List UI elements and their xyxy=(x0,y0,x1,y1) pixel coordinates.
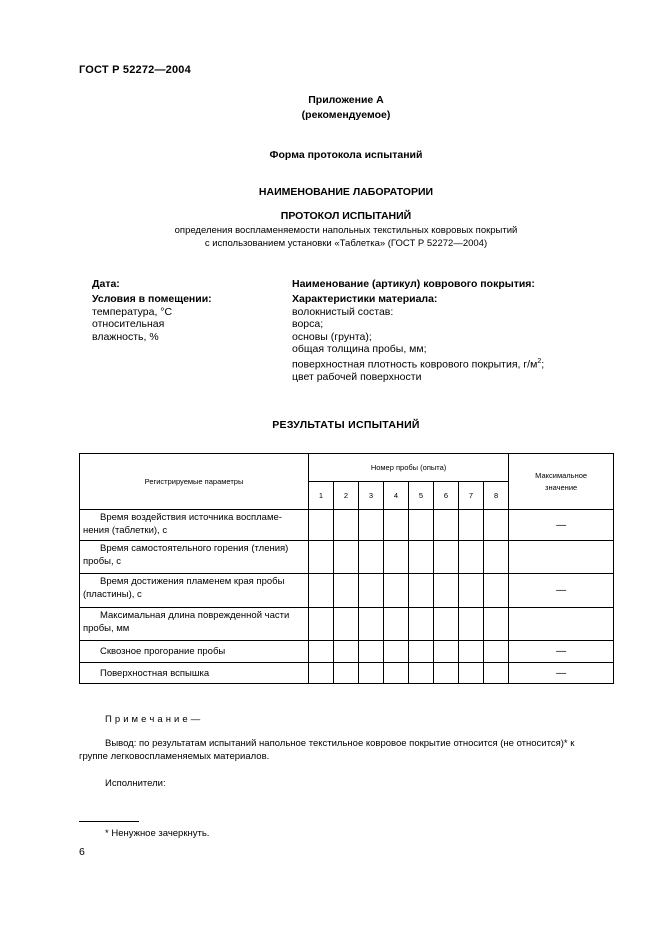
max-value-cell: — xyxy=(509,641,614,663)
col-header-sample: Номер пробы (опыта) xyxy=(309,454,509,482)
sample-number: 5 xyxy=(409,482,434,510)
conditions-label: Условия в помещении: xyxy=(92,293,212,305)
carpet-name-label: Наименование (артикул) коврового покрытия: xyxy=(292,278,535,290)
param-cell xyxy=(80,541,309,574)
value-cell[interactable] xyxy=(409,641,434,663)
conditions-block xyxy=(92,293,292,343)
col-header-max-line-2: значение xyxy=(545,482,578,492)
protocol-title: ПРОТОКОЛ ИСПЫТАНИЙ xyxy=(280,210,412,222)
sample-number: 1 xyxy=(309,482,334,510)
value-cell[interactable] xyxy=(334,608,359,641)
sample-number: 6 xyxy=(434,482,459,510)
max-value-cell[interactable] xyxy=(509,608,614,641)
appendix-type: (рекомендуемое) xyxy=(301,109,391,121)
value-cell[interactable] xyxy=(484,663,509,684)
appendix-title: Приложение А xyxy=(308,94,384,106)
param-line-1: Время достижения пламенем края пробы xyxy=(100,576,285,587)
value-cell[interactable] xyxy=(434,541,459,574)
param-line-2: пробы, с xyxy=(83,555,122,567)
value-cell[interactable] xyxy=(434,574,459,608)
max-value-cell: — xyxy=(509,574,614,608)
param-cell xyxy=(80,510,309,541)
char-density-text: поверхностная плотность коврового покрытия, г/м xyxy=(292,358,538,370)
conclusion-line-2: группе легковоспламеняемых материалов. xyxy=(79,751,270,762)
value-cell[interactable] xyxy=(359,510,384,541)
value-cell[interactable] xyxy=(309,663,334,684)
param-line-2: нения (таблетки), с xyxy=(83,524,168,536)
char-thickness: общая толщина пробы, мм; xyxy=(292,343,427,355)
table-row xyxy=(80,541,614,574)
value-cell[interactable] xyxy=(484,510,509,541)
value-cell[interactable] xyxy=(484,608,509,641)
protocol-line-1: определения воспламеняемости напольных текстильных ковровых покрытий xyxy=(174,225,518,236)
value-cell[interactable] xyxy=(484,641,509,663)
value-cell[interactable] xyxy=(409,541,434,574)
param-cell: Поверхностная вспышка xyxy=(80,663,309,684)
table-row xyxy=(80,641,614,663)
condition-humidity: влажность, % xyxy=(92,330,159,343)
lab-name: НАИМЕНОВАНИЕ ЛАБОРАТОРИИ xyxy=(258,186,434,198)
char-density-sup: 2 xyxy=(537,357,542,365)
value-cell[interactable] xyxy=(484,541,509,574)
sample-number: 3 xyxy=(359,482,384,510)
sample-number: 7 xyxy=(459,482,484,510)
value-cell[interactable] xyxy=(309,608,334,641)
param-line-2: пробы, мм xyxy=(83,622,130,634)
char-color: цвет рабочей поверхности xyxy=(292,370,422,383)
max-value-cell: — xyxy=(509,663,614,684)
value-cell[interactable] xyxy=(359,663,384,684)
value-cell[interactable] xyxy=(384,574,409,608)
value-cell[interactable] xyxy=(334,641,359,663)
table-row xyxy=(80,663,614,684)
value-cell[interactable] xyxy=(409,510,434,541)
sample-number: 2 xyxy=(334,482,359,510)
sample-number: 4 xyxy=(384,482,409,510)
value-cell[interactable] xyxy=(309,541,334,574)
value-cell[interactable] xyxy=(334,574,359,608)
value-cell[interactable] xyxy=(459,608,484,641)
value-cell[interactable] xyxy=(459,641,484,663)
value-cell[interactable] xyxy=(384,608,409,641)
value-cell[interactable] xyxy=(309,641,334,663)
col-header-max-line-1: Максимальное xyxy=(535,470,588,480)
value-cell[interactable] xyxy=(359,608,384,641)
param-cell xyxy=(80,608,309,641)
col-header-max xyxy=(509,454,614,510)
value-cell[interactable] xyxy=(409,574,434,608)
value-cell[interactable] xyxy=(434,641,459,663)
table-row xyxy=(80,574,614,608)
value-cell[interactable] xyxy=(459,541,484,574)
col-header-params: Регистрируемые параметры xyxy=(80,454,309,510)
protocol-line-2: с использованием установки «Таблетка» (ГОСТ Р 52272—2004) xyxy=(204,238,488,249)
value-cell[interactable] xyxy=(484,574,509,608)
param-line-2: (пластины), с xyxy=(83,588,142,600)
char-density-tail: ; xyxy=(541,358,545,370)
page-number: 6 xyxy=(79,846,85,858)
value-cell[interactable] xyxy=(459,663,484,684)
param-cell: Сквозное прогорание пробы xyxy=(80,641,309,663)
footnote: * Ненужное зачеркнуть. xyxy=(105,828,210,839)
condition-relative: относительная xyxy=(92,318,165,330)
date-label: Дата: xyxy=(92,278,120,290)
value-cell[interactable] xyxy=(409,608,434,641)
standard-number: ГОСТ Р 52272—2004 xyxy=(79,64,191,76)
results-table xyxy=(79,453,614,684)
value-cell[interactable] xyxy=(309,574,334,608)
chars-label: Характеристики материала: xyxy=(292,293,438,305)
char-base: основы (грунта); xyxy=(292,330,372,343)
value-cell[interactable] xyxy=(359,574,384,608)
value-cell[interactable] xyxy=(434,608,459,641)
value-cell[interactable] xyxy=(459,574,484,608)
value-cell[interactable] xyxy=(459,510,484,541)
note: П р и м е ч а н и е — xyxy=(105,714,201,725)
char-pile: ворса; xyxy=(292,318,324,330)
value-cell[interactable] xyxy=(384,541,409,574)
value-cell[interactable] xyxy=(409,663,434,684)
value-cell[interactable] xyxy=(434,663,459,684)
max-value-cell[interactable] xyxy=(509,541,614,574)
char-density xyxy=(292,356,612,371)
table-row xyxy=(80,608,614,641)
param-line-1: Время воздействия источника воспламе- xyxy=(100,512,282,523)
value-cell[interactable] xyxy=(334,510,359,541)
header-row xyxy=(80,454,614,482)
table-row xyxy=(80,510,614,541)
footnote-rule xyxy=(79,821,139,822)
value-cell[interactable] xyxy=(334,663,359,684)
value-cell[interactable] xyxy=(309,510,334,541)
char-fiber: волокнистый состав: xyxy=(292,305,394,318)
value-cell[interactable] xyxy=(359,541,384,574)
condition-temperature: температура, °С xyxy=(92,305,173,318)
value-cell[interactable] xyxy=(384,641,409,663)
value-cell[interactable] xyxy=(384,510,409,541)
max-value-cell: — xyxy=(509,510,614,541)
form-title: Форма протокола испытаний xyxy=(269,149,423,161)
conclusion-line-1: Вывод: по результатам испытаний напольное текстильное ковровое покрытие относится (не относится)* к xyxy=(105,738,575,749)
value-cell[interactable] xyxy=(359,641,384,663)
value-cell[interactable] xyxy=(384,663,409,684)
material-characteristics xyxy=(292,293,612,383)
value-cell[interactable] xyxy=(334,541,359,574)
value-cell[interactable] xyxy=(434,510,459,541)
performers: Исполнители: xyxy=(105,778,166,789)
param-line-1: Время самостоятельного горения (тления) xyxy=(100,543,289,554)
param-cell xyxy=(80,574,309,608)
results-title: РЕЗУЛЬТАТЫ ИСПЫТАНИЙ xyxy=(272,419,420,431)
param-line-1: Максимальная длина поврежденной части xyxy=(100,610,290,621)
sample-number: 8 xyxy=(484,482,509,510)
